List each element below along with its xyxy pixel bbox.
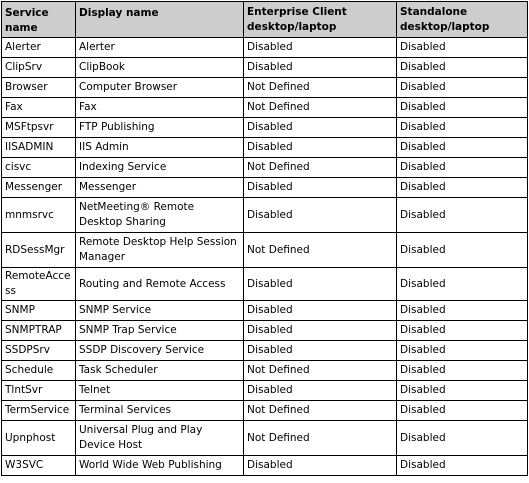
service-name-cell: SSDPSrv: [2, 341, 76, 361]
display-name-cell: Routing and Remote Access: [76, 268, 244, 301]
enterprise-setting-cell: Disabled: [244, 118, 397, 138]
enterprise-setting-cell: Disabled: [244, 321, 397, 341]
service-name-cell: Browser: [2, 78, 76, 98]
standalone-setting-cell: Disabled: [397, 178, 528, 198]
display-name-cell: Alerter: [76, 38, 244, 58]
service-name-cell: SNMP: [2, 301, 76, 321]
enterprise-setting-cell: Not Defined: [244, 401, 397, 421]
display-name-cell: Telnet: [76, 381, 244, 401]
enterprise-setting-cell: Disabled: [244, 301, 397, 321]
table-row: [2, 78, 528, 98]
enterprise-setting-cell: Disabled: [244, 341, 397, 361]
display-name-cell: SSDP Discovery Service: [76, 341, 244, 361]
standalone-setting-cell: Disabled: [397, 158, 528, 178]
service-name-cell: IISADMIN: [2, 138, 76, 158]
standalone-setting-cell: Disabled: [397, 198, 528, 233]
standalone-setting-cell: Disabled: [397, 341, 528, 361]
standalone-setting-cell: Disabled: [397, 456, 528, 476]
enterprise-setting-cell: Not Defined: [244, 78, 397, 98]
table-row: [2, 178, 528, 198]
enterprise-setting-cell: Disabled: [244, 58, 397, 78]
service-name-cell: MSFtpsvr: [2, 118, 76, 138]
enterprise-setting-cell: Disabled: [244, 456, 397, 476]
table-row: [2, 233, 528, 268]
enterprise-setting-cell: Not Defined: [244, 98, 397, 118]
table-body: [2, 38, 528, 476]
table-row: [2, 138, 528, 158]
table-row: [2, 421, 528, 456]
display-name-cell: Remote Desktop Help Session Manager: [76, 233, 244, 268]
standalone-setting-cell: Disabled: [397, 58, 528, 78]
display-name-cell: Indexing Service: [76, 158, 244, 178]
standalone-setting-cell: Disabled: [397, 38, 528, 58]
header-row: [2, 2, 528, 38]
services-table: [1, 1, 528, 476]
service-name-cell: ClipSrv: [2, 58, 76, 78]
service-name-cell: cisvc: [2, 158, 76, 178]
standalone-setting-cell: Disabled: [397, 401, 528, 421]
standalone-setting-cell: Disabled: [397, 98, 528, 118]
header-enterprise-client: Enterprise Client desktop/laptop: [244, 2, 397, 38]
display-name-cell: ClipBook: [76, 58, 244, 78]
enterprise-setting-cell: Not Defined: [244, 233, 397, 268]
service-name-cell: mnmsrvc: [2, 198, 76, 233]
enterprise-setting-cell: Disabled: [244, 138, 397, 158]
standalone-setting-cell: Disabled: [397, 233, 528, 268]
display-name-cell: Task Scheduler: [76, 361, 244, 381]
service-name-cell: SNMPTRAP: [2, 321, 76, 341]
table-row: [2, 118, 528, 138]
table-row: [2, 58, 528, 78]
table-row: [2, 341, 528, 361]
standalone-setting-cell: Disabled: [397, 321, 528, 341]
display-name-cell: NetMeeting® Remote Desktop Sharing: [76, 198, 244, 233]
service-name-cell: Alerter: [2, 38, 76, 58]
display-name-cell: Fax: [76, 98, 244, 118]
service-name-cell: TlntSvr: [2, 381, 76, 401]
enterprise-setting-cell: Not Defined: [244, 361, 397, 381]
standalone-setting-cell: Disabled: [397, 268, 528, 301]
enterprise-setting-cell: Not Defined: [244, 421, 397, 456]
display-name-cell: Terminal Services: [76, 401, 244, 421]
display-name-cell: Computer Browser: [76, 78, 244, 98]
service-name-cell: W3SVC: [2, 456, 76, 476]
display-name-cell: Messenger: [76, 178, 244, 198]
standalone-setting-cell: Disabled: [397, 118, 528, 138]
service-name-cell: Fax: [2, 98, 76, 118]
enterprise-setting-cell: Disabled: [244, 381, 397, 401]
standalone-setting-cell: Disabled: [397, 421, 528, 456]
service-name-cell: RemoteAccess: [2, 268, 76, 301]
table-row: [2, 321, 528, 341]
table-row: [2, 268, 528, 301]
service-name-cell: Messenger: [2, 178, 76, 198]
table-row: [2, 381, 528, 401]
table-row: [2, 401, 528, 421]
service-name-cell: Upnphost: [2, 421, 76, 456]
header-service-name: Service name: [2, 2, 76, 38]
table-row: [2, 361, 528, 381]
table-row: [2, 456, 528, 476]
display-name-cell: SNMP Trap Service: [76, 321, 244, 341]
service-name-cell: RDSessMgr: [2, 233, 76, 268]
service-name-cell: TermService: [2, 401, 76, 421]
table-row: [2, 98, 528, 118]
enterprise-setting-cell: Disabled: [244, 178, 397, 198]
display-name-cell: IIS Admin: [76, 138, 244, 158]
standalone-setting-cell: Disabled: [397, 381, 528, 401]
display-name-cell: World Wide Web Publishing: [76, 456, 244, 476]
table-row: [2, 38, 528, 58]
display-name-cell: FTP Publishing: [76, 118, 244, 138]
enterprise-setting-cell: Disabled: [244, 38, 397, 58]
header-display-name: Display name: [76, 2, 244, 38]
standalone-setting-cell: Disabled: [397, 78, 528, 98]
header-standalone: Standalone desktop/laptop: [397, 2, 528, 38]
table-row: [2, 198, 528, 233]
standalone-setting-cell: Disabled: [397, 361, 528, 381]
table-row: [2, 158, 528, 178]
standalone-setting-cell: Disabled: [397, 301, 528, 321]
enterprise-setting-cell: Disabled: [244, 268, 397, 301]
display-name-cell: SNMP Service: [76, 301, 244, 321]
enterprise-setting-cell: Not Defined: [244, 158, 397, 178]
table-row: [2, 301, 528, 321]
display-name-cell: Universal Plug and Play Device Host: [76, 421, 244, 456]
enterprise-setting-cell: Disabled: [244, 198, 397, 233]
service-name-cell: Schedule: [2, 361, 76, 381]
standalone-setting-cell: Disabled: [397, 138, 528, 158]
